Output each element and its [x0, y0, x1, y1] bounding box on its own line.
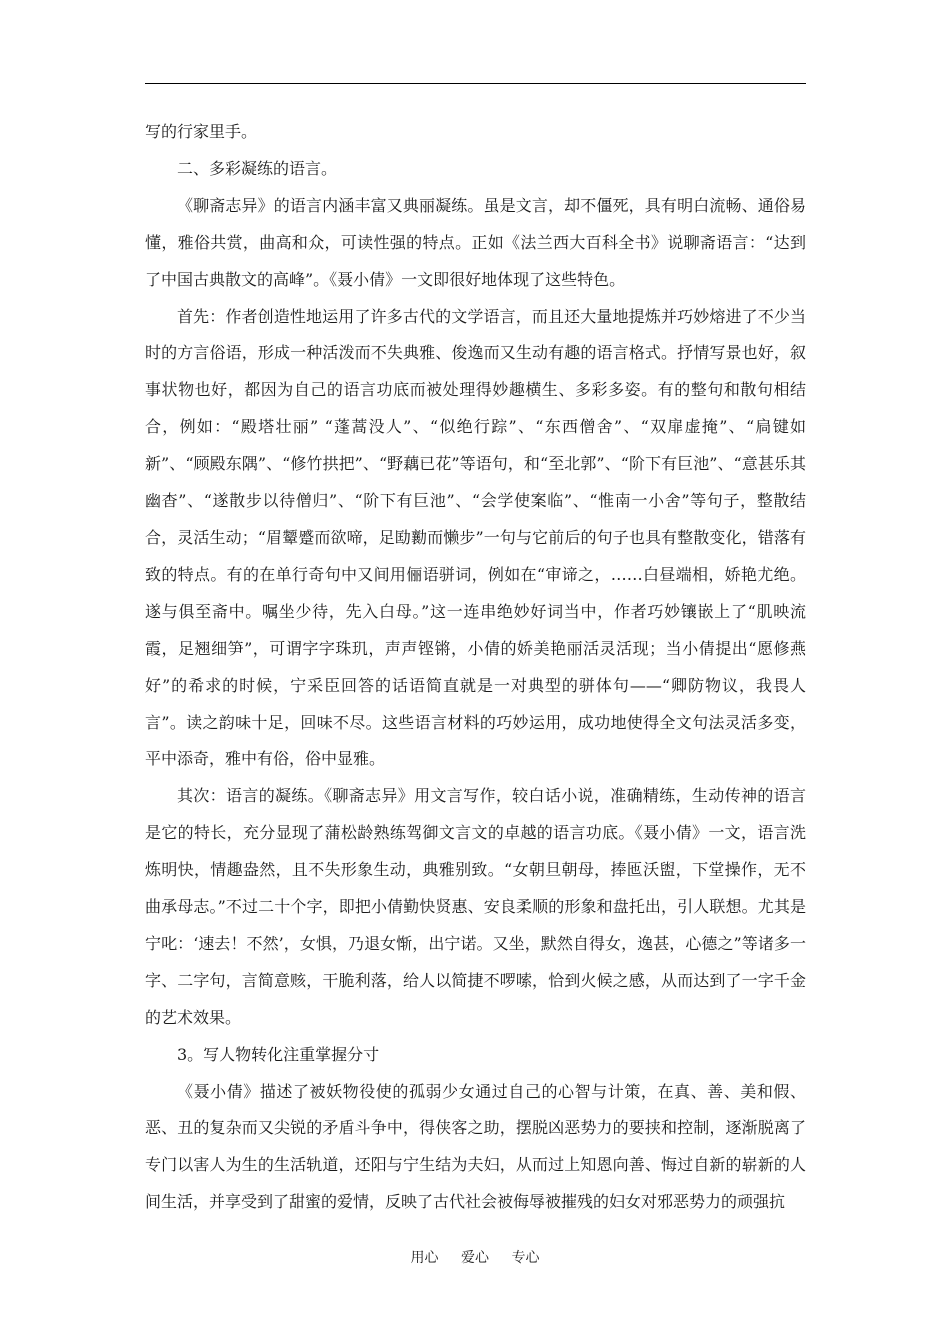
paragraph-continuation: 写的行家里手。: [145, 122, 258, 141]
section-heading-characters: 3。写人物转化注重掌握分寸: [177, 1044, 380, 1064]
page-footer: 用心 爱心 专心: [410, 1250, 540, 1266]
header-rule: [145, 83, 806, 84]
paragraph-language-overview: 《聊斋志异》的语言内涵丰富又典丽凝练。虽是文言，却不僵死，具有明白流畅、通俗易懂，雅俗共赏，曲高和众，可读性强的特点。正如《法兰西大百科全书》说聊斋语言：“达到了中国古典散文的高峰”。《聂小倩》一文即很好地体现了这些特色。: [145, 195, 806, 289]
document-body: [145, 114, 806, 1221]
section-heading-language: 二、多彩凝练的语言。: [177, 158, 338, 178]
paragraph-first-point: 首先：作者创造性地运用了许多古代的文学语言，而且还大量地提炼并巧妙熔进了不少当时的方言俗语，形成一种活泼而不失典雅、俊逸而又生动有趣的语言格式。抒情写景也好，叙事状物也好，都因为自己的语言功底而被处理得妙趣横生、多彩多姿。有的整句和散句相结合，例如：“殿塔壮丽” “蓬蒿没人”、“似绝行踪”、“东西僧舍”、“双扉虚掩”、“扃键如新”、“顾殿东隅”、“修竹拱把”、“野藕已花”等语句，和“至北郭”、“阶下有巨池”、“意甚乐其幽杳”、“遂散步以待僧归”、“阶下有巨池”、“会学使案临”、“惟南一小舍”等句子，整散结合，灵活生动；“眉颦蹙而欲啼，足劻勷而懒步”一句与它前后的句子也具有整散变化，错落有致的特点。有的在单行奇句中又间用俪语骈词，例如在“审谛之，……白昼端相，娇艳尤绝。遂与俱至斋中。嘱坐少待，先入白母。”这一连串绝妙好词当中，作者巧妙镶嵌上了“肌映流霞，足翘细笋”，可谓字字珠玑，声声铿锵，小倩的娇美艳丽活灵活现；当小倩提出“愿修燕好”的希求的时候，宁采臣回答的话语简直就是一对典型的骈体句——“卿防物议，我畏人言”。读之韵味十足，回味不尽。这些语言材料的巧妙运用，成功地使得全文句法灵活多变，平中添奇，雅中有俗，俗中显雅。: [145, 306, 806, 769]
paragraph-characters: 《聂小倩》描述了被妖物役使的孤弱少女通过自己的心智与计策，在真、善、美和假、恶、丑的复杂而又尖锐的矛盾斗争中，得侠客之助，摆脱凶恶势力的要挟和控制，逐渐脱离了专门以害人为生的生活轨道，还阳与宁生结为夫妇，从而过上知恩向善、悔过自新的崭新的人间生活，并享受到了甜蜜的爱情，反映了古代社会被侮辱被摧残的妇女对邪恶势力的顽强抗: [145, 1081, 806, 1212]
paragraph-second-point: 其次：语言的凝练。《聊斋志异》用文言写作，较白话小说，准确精练，生动传神的语言是它的特长，充分显现了蒲松龄熟练驾御文言文的卓越的语言功底。《聂小倩》一文，语言洗炼明快，情趣盎然，且不失形象生动，典雅别致。“女朝旦朝母，捧匜沃盥，下堂操作，无不曲承母志。”不过二十个字，即把小倩勤快贤惠、安良柔顺的形象和盘托出，引人联想。尤其是宁叱：‘速去！不然’，女惧，乃退女惭，出宁诺。又坐，默然自得女，逸甚，心德之”等诸多一字、二字句，言简意赅，干脆利落，给人以简捷不啰嗦，恰到火候之感，从而达到了一字千金的艺术效果。: [145, 786, 806, 1027]
